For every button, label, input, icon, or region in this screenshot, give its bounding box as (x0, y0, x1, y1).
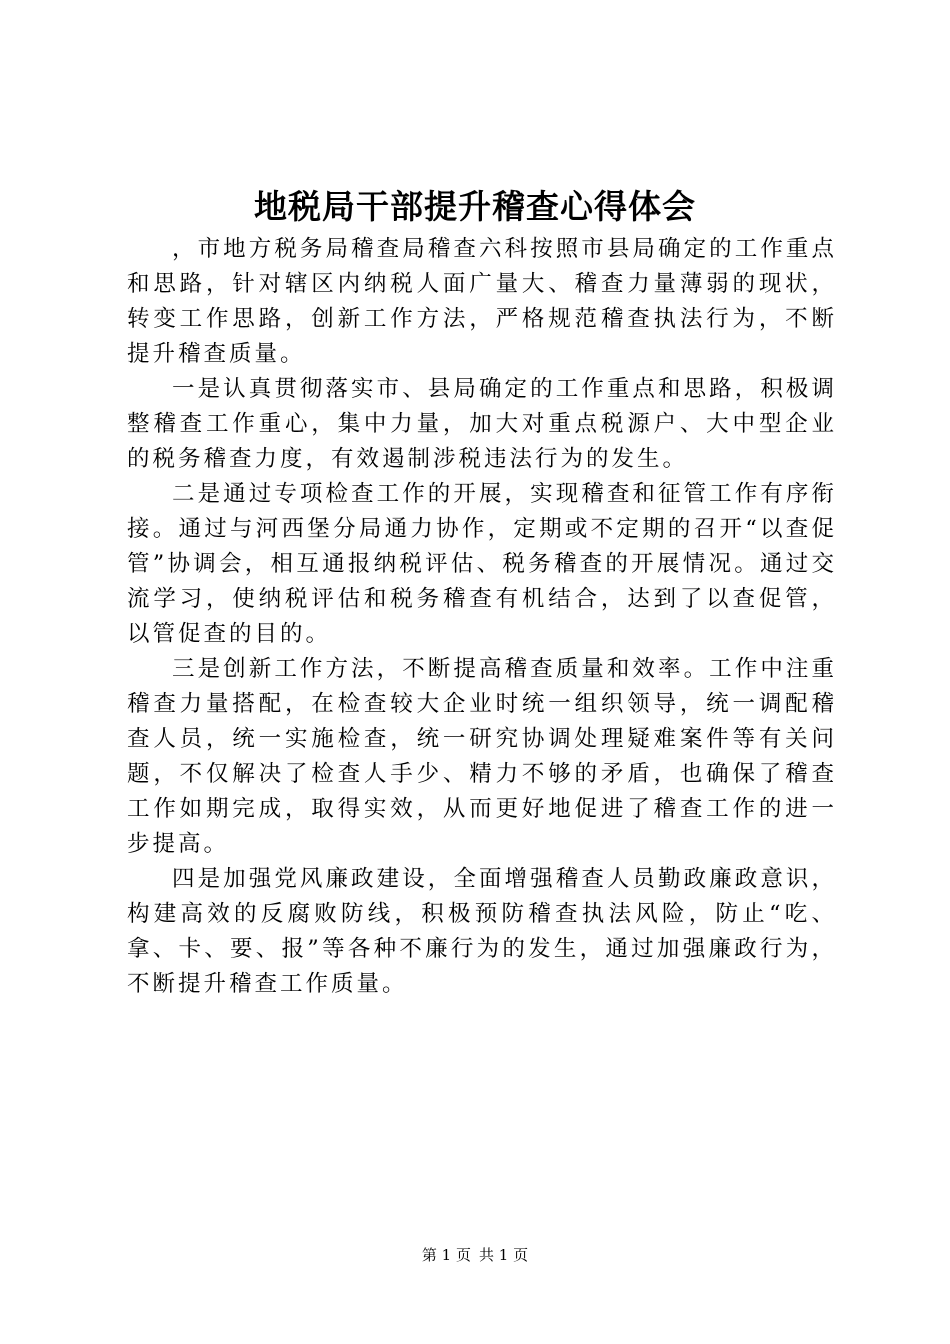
page-number-current: 第 1 页 (421, 1246, 471, 1264)
page-number-total: 共 1 页 (479, 1246, 529, 1264)
paragraph-intro: ，市地方税务局稽查局稽查六科按照市县局确定的工作重点和思路，针对辖区内纳税人面广量大、稽查力量薄弱的现状，转变工作思路，创新工作方法，严格规范稽查执法行为，不断提升稽查质量。 (127, 236, 837, 367)
paragraph-point-four: 四是加强党风廉政建设，全面增强稽查人员勤政廉政意识，构建高效的反腐败防线，积极预防稽查执法风险，防止“吃、拿、卡、要、报”等各种不廉行为的发生，通过加强廉政行为，不断提升稽查工作质量。 (127, 866, 837, 997)
paragraph-point-two: 二是通过专项检查工作的开展，实现稽查和征管工作有序衔接。通过与河西堡分局通力协作，定期或不定期的召开“以查促管”协调会，相互通报纳税评估、税务稽查的开展情况。通过交流学习，使纳税评估和税务稽查有机结合，达到了以查促管，以管促查的目的。 (127, 481, 837, 647)
paragraph-point-one: 一是认真贯彻落实市、县局确定的工作重点和思路，积极调整稽查工作重心，集中力量，加大对重点税源户、大中型企业的税务稽查力度，有效遏制涉税违法行为的发生。 (127, 376, 837, 472)
document-title: 地税局干部提升稽查心得体会 (254, 187, 696, 226)
page-footer (0, 1244, 950, 1266)
document-body (127, 232, 837, 1002)
paragraph-point-three: 三是创新工作方法，不断提高稽查质量和效率。工作中注重稽查力量搭配，在检查较大企业时统一组织领导，统一调配稽查人员，统一实施检查，统一研究协调处理疑难案件等有关问题，不仅解决了检查人手少、精力不够的矛盾，也确保了稽查工作如期完成，取得实效，从而更好地促进了稽查工作的进一步提高。 (127, 656, 837, 857)
